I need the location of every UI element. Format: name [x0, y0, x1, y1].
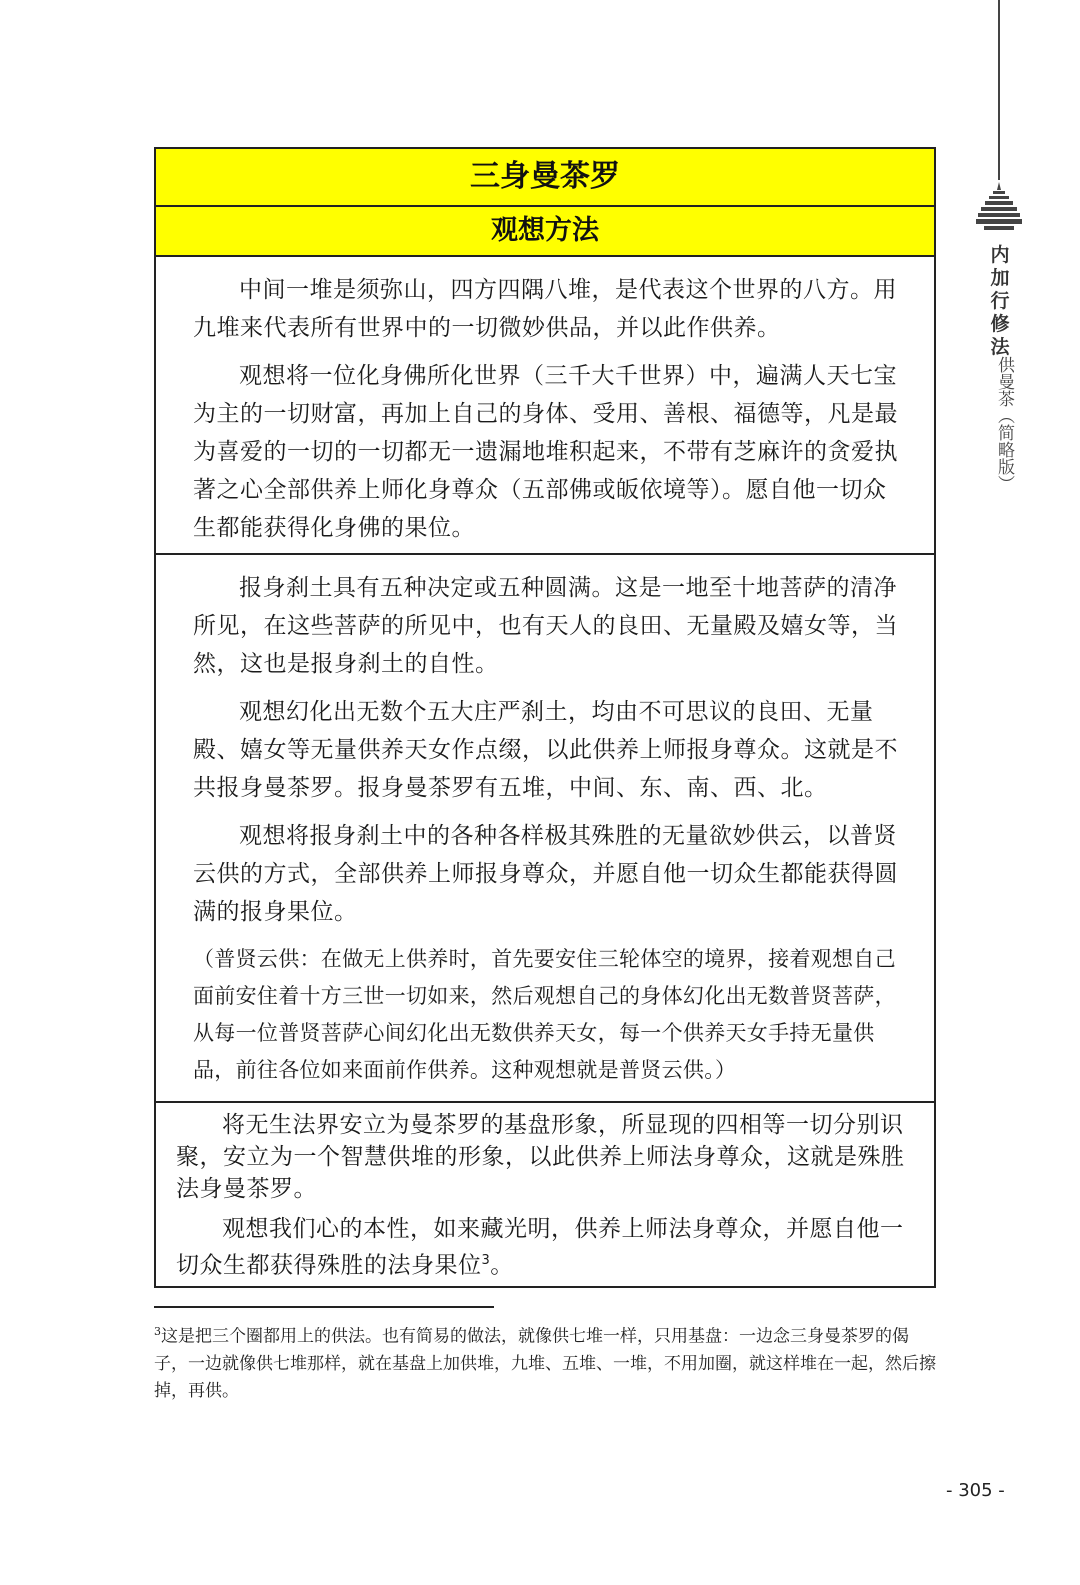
section-nirmanakaya [156, 257, 934, 555]
note-paragraph: （普贤云供：在做无上供养时，首先要安住三轮体空的境界，接着观想自己面前安住着十方三世一切如来，然后观想自己的身体幻化出无数普贤菩萨，从每一位普贤菩萨心间幻化出无数供养天女，每一个供养天女手持无量供品，前往各位如来面前作供养。这种观想就是普贤云供。） [193, 947, 896, 1082]
side-title-char: 行 [990, 290, 1010, 312]
table-title: 三身曼茶罗 [156, 149, 934, 207]
footnote-reference[interactable]: 3 [481, 1253, 491, 1268]
paragraph: 将无生法界安立为曼茶罗的基盘形象，所显现的四相等一切分别识聚，安立为一个智慧供堆的形象，以此供养上师法身尊众，这就是殊胜法身曼茶罗。 [176, 1112, 905, 1202]
page-number: - 305 - [946, 1480, 1005, 1501]
pagoda-icon [976, 182, 1022, 232]
side-title-char: 法 [990, 336, 1010, 358]
paragraph-last [176, 1213, 920, 1282]
footnote-text: 这是把三个圈都用上的供法。也有简易的做法，就像供七堆一样，只用基盘：一边念三身曼茶罗的偈子，一边就像供七堆那样，就在基盘上加供堆，九堆、五堆、一堆，不用加圈，就这样堆在一起，然后擦掉，再供。 [154, 1326, 936, 1401]
table-subtitle: 观想方法 [156, 207, 934, 257]
paragraph: 报身刹土具有五种决定或五种圆满。这是一地至十地菩萨的清净所见，在这些菩萨的所见中，也有天人的良田、无量殿及嬉女等，当然，这也是报身刹土的自性。 [193, 575, 898, 677]
side-title-char: 加 [990, 267, 1010, 289]
margin-rule [998, 0, 1000, 180]
paragraph: 观想将一位化身佛所化世界（三千大千世界）中，遍满人天七宝为主的一切财富，再加上自己的身体、受用、善根、福德等，凡是最为喜爱的一切的一切都无一遗漏地堆积起来，不带有芝麻许的贪爱执著之心全部供养上师化身尊众（五部佛或皈依境等）。愿自他一切众生都能获得化身佛的果位。 [193, 363, 898, 541]
paragraph-text: 观想我们心的本性，如来藏光明，供养上师法身尊众，并愿自他一切众生都获得殊胜的法身果位 [176, 1216, 904, 1279]
section-dharmakaya [156, 1103, 934, 1288]
side-title-char: 内 [990, 244, 1010, 266]
footnote-marker: 3 [154, 1325, 161, 1338]
side-title-char: 修 [990, 313, 1010, 335]
paragraph: 观想将报身刹土中的各种各样极其殊胜的无量欲妙供云，以普贤云供的方式，全部供养上师报身尊众，并愿自他一切众生都能获得圆满的报身果位。 [193, 823, 898, 925]
paragraph: 观想幻化出无数个五大庄严刹土，均由不可思议的良田、无量殿、嬉女等无量供养天女作点缀，以此供养上师报身尊众。这就是不共报身曼茶罗。报身曼茶罗有五堆，中间、东、南、西、北。 [193, 699, 898, 801]
paragraph: 中间一堆是须弥山，四方四隅八堆，是代表这个世界的八方。用九堆来代表所有世界中的一切微妙供品，并以此作供养。 [193, 277, 897, 341]
content-table [154, 147, 936, 1288]
section-sambhogakaya [156, 555, 934, 1103]
footnote [154, 1318, 940, 1405]
footnote-divider [154, 1306, 494, 1308]
side-subtitle: 供曼茶（简略版） [994, 356, 1014, 492]
side-section-title [986, 244, 1014, 359]
final-punct: 。 [490, 1252, 514, 1279]
